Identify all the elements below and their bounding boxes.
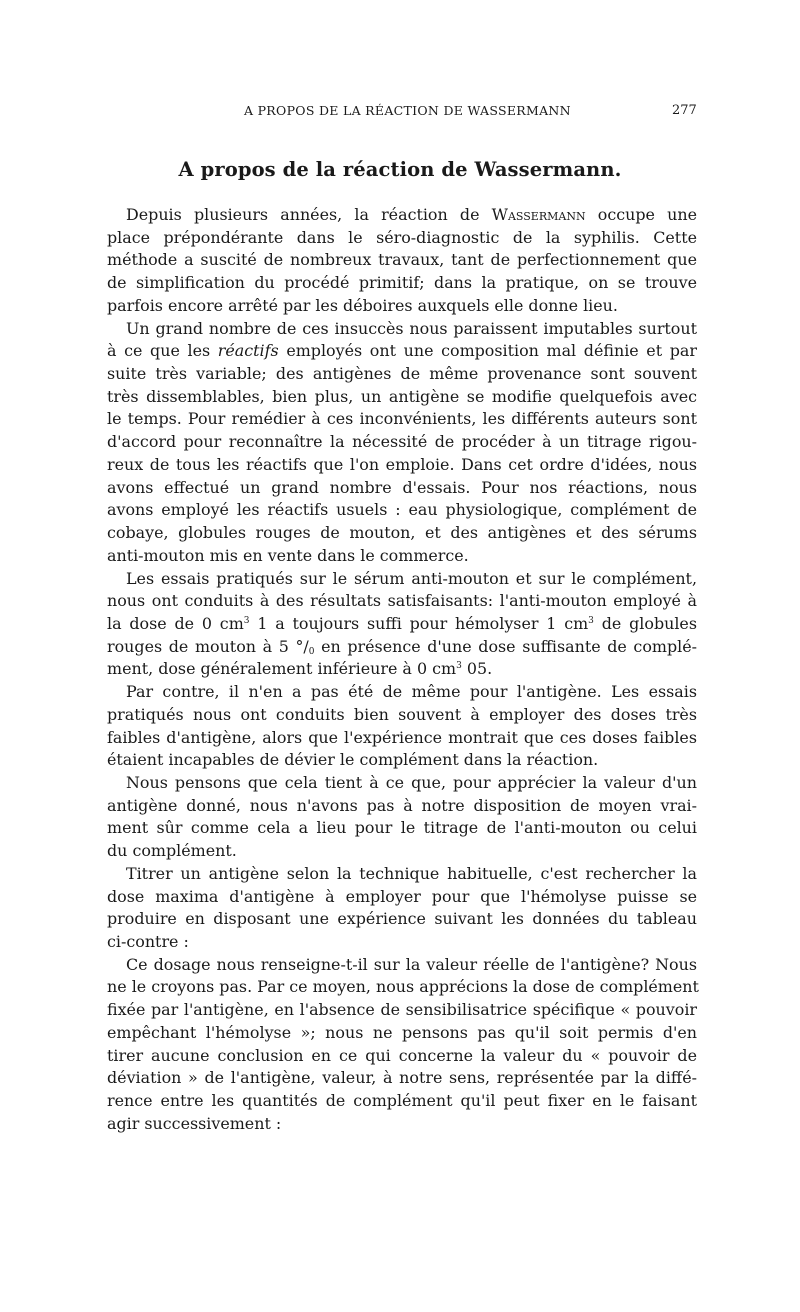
- text-line: avons employé les réactifs usuels : eau physiologique, complément de: [107, 500, 697, 520]
- text-line: pratiqués nous ont conduits bien souvent à employer des doses très: [107, 704, 697, 724]
- text-line: ment sûr comme cela a lieu pour le titrage de l'anti-mouton ou celui: [107, 818, 697, 838]
- text-line: empêchant l'hémolyse »; nous ne pensons pas qu'il soit permis d'en: [107, 1022, 697, 1042]
- author-name: Wassermann: [491, 205, 586, 224]
- text-line: tirer aucune conclusion en ce qui concerne la valeur du « pouvoir de: [107, 1045, 697, 1065]
- text-line: agir successivement :: [107, 1113, 282, 1133]
- article-title: A propos de la réaction de Wassermann.: [178, 158, 622, 181]
- text-line: étaient incapables de dévier le complément dans la réaction.: [107, 750, 599, 770]
- text-line: Par contre, il n'en a pas été de même pour l'antigène. Les essais: [126, 682, 697, 702]
- text-line: nous ont conduits à des résultats satisfaisants: l'anti-mouton employé à: [107, 591, 697, 611]
- text-line: faibles d'antigène, alors que l'expérience montrait que ces doses faibles: [107, 727, 697, 747]
- text-line: Depuis plusieurs années, la réaction de Wassermann occupe une: [126, 205, 697, 224]
- emphasis: réactifs: [217, 341, 279, 361]
- text-line: déviation » de l'antigène, valeur, à notre sens, représentée par la diffé-: [107, 1068, 697, 1088]
- running-head: [0, 103, 800, 123]
- text-line: suite très variable; des antigènes de même provenance sont souvent: [107, 364, 697, 384]
- body-text: [107, 204, 697, 1135]
- text-line: reux de tous les réactifs que l'on emploie. Dans cet ordre d'idées, nous: [107, 454, 697, 474]
- text-line: très dissemblables, bien plus, un antigène se modifie quelquefois avec: [107, 386, 697, 406]
- text-line: le temps. Pour remédier à ces inconvénients, les différents auteurs sont: [107, 409, 697, 429]
- text-line: la dose de 0 $cm^3$ 1 a toujours suffi pour hémolyser 1 $cm^3$ de globules: [107, 613, 697, 633]
- text-line: avons effectué un grand nombre d'essais. Pour nos réactions, nous: [107, 477, 697, 497]
- text-line: méthode a suscité de nombreux travaux, tant de perfectionnement que: [107, 250, 697, 270]
- text-line: produire en disposant une expérience suivant les données du tableau: [107, 909, 697, 929]
- text-line: du complément.: [107, 841, 237, 861]
- text-line: Nous pensons que cela tient à ce que, pour apprécier la valeur d'un: [126, 772, 697, 792]
- text-line: Titrer un antigène selon la technique habituelle, c'est rechercher la: [126, 863, 697, 883]
- text-line: ne le croyons pas. Par ce moyen, nous apprécions la dose de complément: [107, 977, 699, 997]
- text-line: rence entre les quantités de complément qu'il peut fixer en le faisant: [107, 1091, 697, 1111]
- text-line: place prépondérante dans le séro-diagnostic de la syphilis. Cette: [107, 227, 697, 247]
- text-line: ci-contre :: [107, 932, 189, 951]
- running-title: A PROPOS DE LA RÉACTION DE WASSERMANN: [244, 103, 571, 118]
- text-line: anti-mouton mis en vente dans le commerce.: [107, 545, 469, 565]
- text-line: cobaye, globules rouges de mouton, et des antigènes et des sérums: [107, 523, 697, 543]
- text-line: ment, dose généralement inférieure à 0 $cm^3$ 05.: [107, 659, 493, 679]
- text-line: antigène donné, nous n'avons pas à notre disposition de moyen vrai-: [107, 795, 697, 815]
- text-line: Un grand nombre de ces insuccès nous paraissent imputables surtout: [126, 318, 697, 338]
- text-line: fixée par l'antigène, en l'absence de sensibilisatrice spécifique « pouvoir: [107, 1000, 697, 1020]
- text-line: dose maxima d'antigène à employer pour que l'hémolyse puisse se: [107, 886, 697, 906]
- text-line: Les essais pratiqués sur le sérum anti-mouton et sur le complément,: [126, 568, 697, 588]
- text-line: rouges de mouton à 5 $^\circ/_0$ en présence d'une dose suffisante de complé-: [107, 636, 697, 657]
- page-number: 277: [672, 103, 697, 118]
- text-line: à ce que les réactifs employés ont une composition mal définie et par: [107, 341, 697, 361]
- text-line: Ce dosage nous renseigne-t-il sur la valeur réelle de l'antigène? Nous: [126, 954, 697, 974]
- text-line: parfois encore arrêté par les déboires auxquels elle donne lieu.: [107, 295, 618, 315]
- text-line: d'accord pour reconnaître la nécessité de procéder à un titrage rigou-: [107, 432, 697, 452]
- text-line: de simplification du procédé primitif; dans la pratique, on se trouve: [107, 273, 697, 293]
